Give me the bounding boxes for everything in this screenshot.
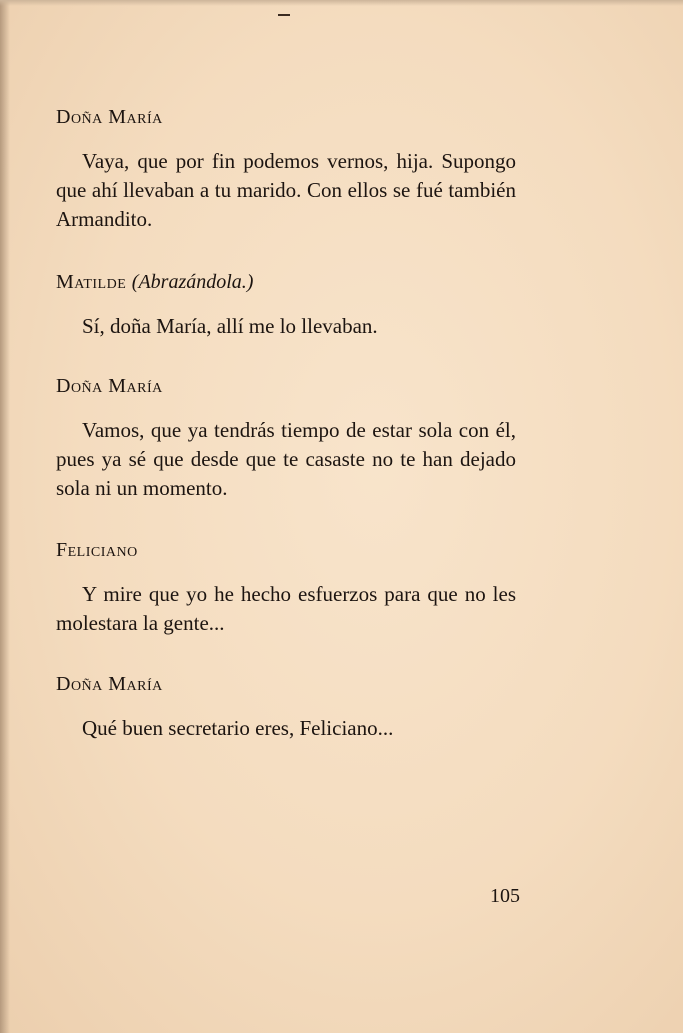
- speaker-name: [56, 374, 516, 398]
- speaker-label: Doña María: [56, 106, 163, 128]
- speech-text: Vaya, que por fin podemos vernos, hija. Supongo que ahí llevaban a tu marido. Con ellos se fué también Armandito.: [56, 149, 516, 231]
- speaker-name: [56, 105, 516, 129]
- speaker-name: [56, 538, 516, 562]
- dialogue-entry: [56, 672, 516, 743]
- speaker-name: [56, 672, 516, 696]
- speaker-name: [56, 270, 516, 294]
- speaker-label: Doña María: [56, 375, 163, 397]
- speech-text: Y mire que yo he hecho esfuerzos para que no les molestara la gente...: [56, 582, 516, 635]
- print-mark: [278, 14, 290, 16]
- speaker-label: Doña María: [56, 673, 163, 695]
- dialogue-entry: [56, 538, 516, 638]
- speaker-label: Matilde: [56, 271, 127, 293]
- speech-text: Qué buen secretario eres, Feliciano...: [82, 716, 394, 740]
- binding-shadow: [0, 0, 10, 1033]
- page-top-edge: [0, 0, 683, 6]
- stage-direction: (Abrazándola.): [131, 271, 254, 293]
- dialogue-entry: [56, 270, 516, 341]
- speech-text: Sí, doña María, allí me lo llevaban.: [82, 314, 378, 338]
- speech-text: Vamos, que ya tendrás tiempo de estar sola con él, pues ya sé que desde que te casaste no te han dejado sola ni un momento.: [56, 418, 516, 500]
- speaker-label: Feliciano: [56, 539, 138, 561]
- page-number: 105: [490, 885, 520, 907]
- dialogue-entry: [56, 374, 516, 503]
- dialogue-entry: [56, 105, 516, 234]
